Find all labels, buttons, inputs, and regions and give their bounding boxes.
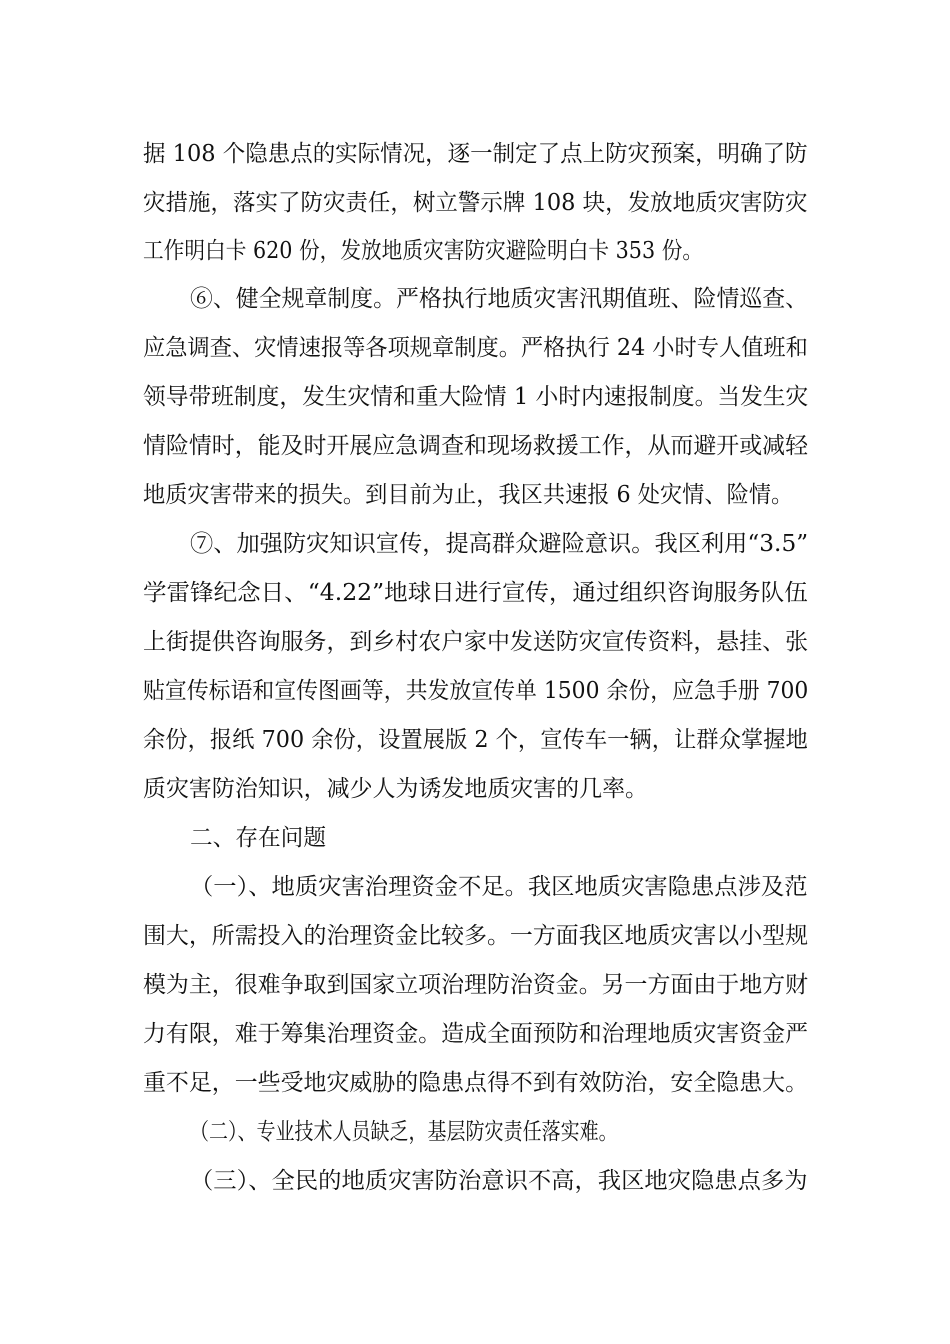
text-line: 学雷锋纪念日、“4.22”地球日进行宣传，通过组织咨询服务队伍	[143, 580, 808, 606]
text-line: 贴宣传标语和宣传图画等，共发放宣传单 1500 余份，应急手册 700	[143, 678, 809, 704]
text-line: 灾措施，落实了防灾责任，树立警示牌 108 块，发放地质灾害防灾	[143, 190, 808, 216]
text-line: 重不足，一些受地灾威胁的隐患点得不到有效防治，安全隐患大。	[143, 1070, 808, 1096]
text-line: 应急调查、灾情速报等各项规章制度。严格执行 24 小时专人值班和	[143, 335, 808, 361]
text-line: 围大，所需投入的治理资金比较多。一方面我区地质灾害以小型规	[143, 923, 808, 949]
text-line: （三）、全民的地质灾害防治意识不高，我区地灾隐患点多为	[190, 1168, 808, 1194]
text-line: 据 108 个隐患点的实际情况，逐一制定了点上防灾预案，明确了防	[143, 141, 808, 167]
text-line: 工作明白卡 620 份，发放地质灾害防灾避险明白卡 353 份。	[143, 238, 704, 264]
text-line: 质灾害防治知识，减少人为诱发地质灾害的几率。	[143, 776, 648, 802]
text-line: 余份，报纸 700 余份，设置展版 2 个，宣传车一辆，让群众掌握地	[143, 727, 808, 753]
text-line: 模为主，很难争取到国家立项治理防治资金。另一方面由于地方财	[143, 972, 808, 998]
text-line: 领导带班制度，发生灾情和重大险情 1 小时内速报制度。当发生灾	[143, 384, 809, 410]
text-line: 上街提供咨询服务，到乡村农户家中发送防灾宣传资料，悬挂、张	[143, 629, 808, 655]
text-line: （一）、地质灾害治理资金不足。我区地质灾害隐患点涉及范	[190, 874, 808, 900]
text-line: 情险情时，能及时开展应急调查和现场救援工作，从而避开或减轻	[143, 433, 808, 459]
text-line: 二、存在问题	[190, 825, 326, 851]
text-line: （二）、专业技术人员缺乏，基层防灾责任落实难。	[190, 1119, 618, 1145]
text-line: 地质灾害带来的损失。到目前为止，我区共速报 6 处灾情、险情。	[143, 482, 794, 508]
text-line: ⑦、加强防灾知识宣传，提高群众避险意识。我区利用“3.5”	[190, 531, 809, 557]
text-line: ⑥、健全规章制度。严格执行地质灾害汛期值班、险情巡查、	[190, 286, 808, 312]
text-line: 力有限，难于筹集治理资金。造成全面预防和治理地质灾害资金严	[143, 1021, 808, 1047]
